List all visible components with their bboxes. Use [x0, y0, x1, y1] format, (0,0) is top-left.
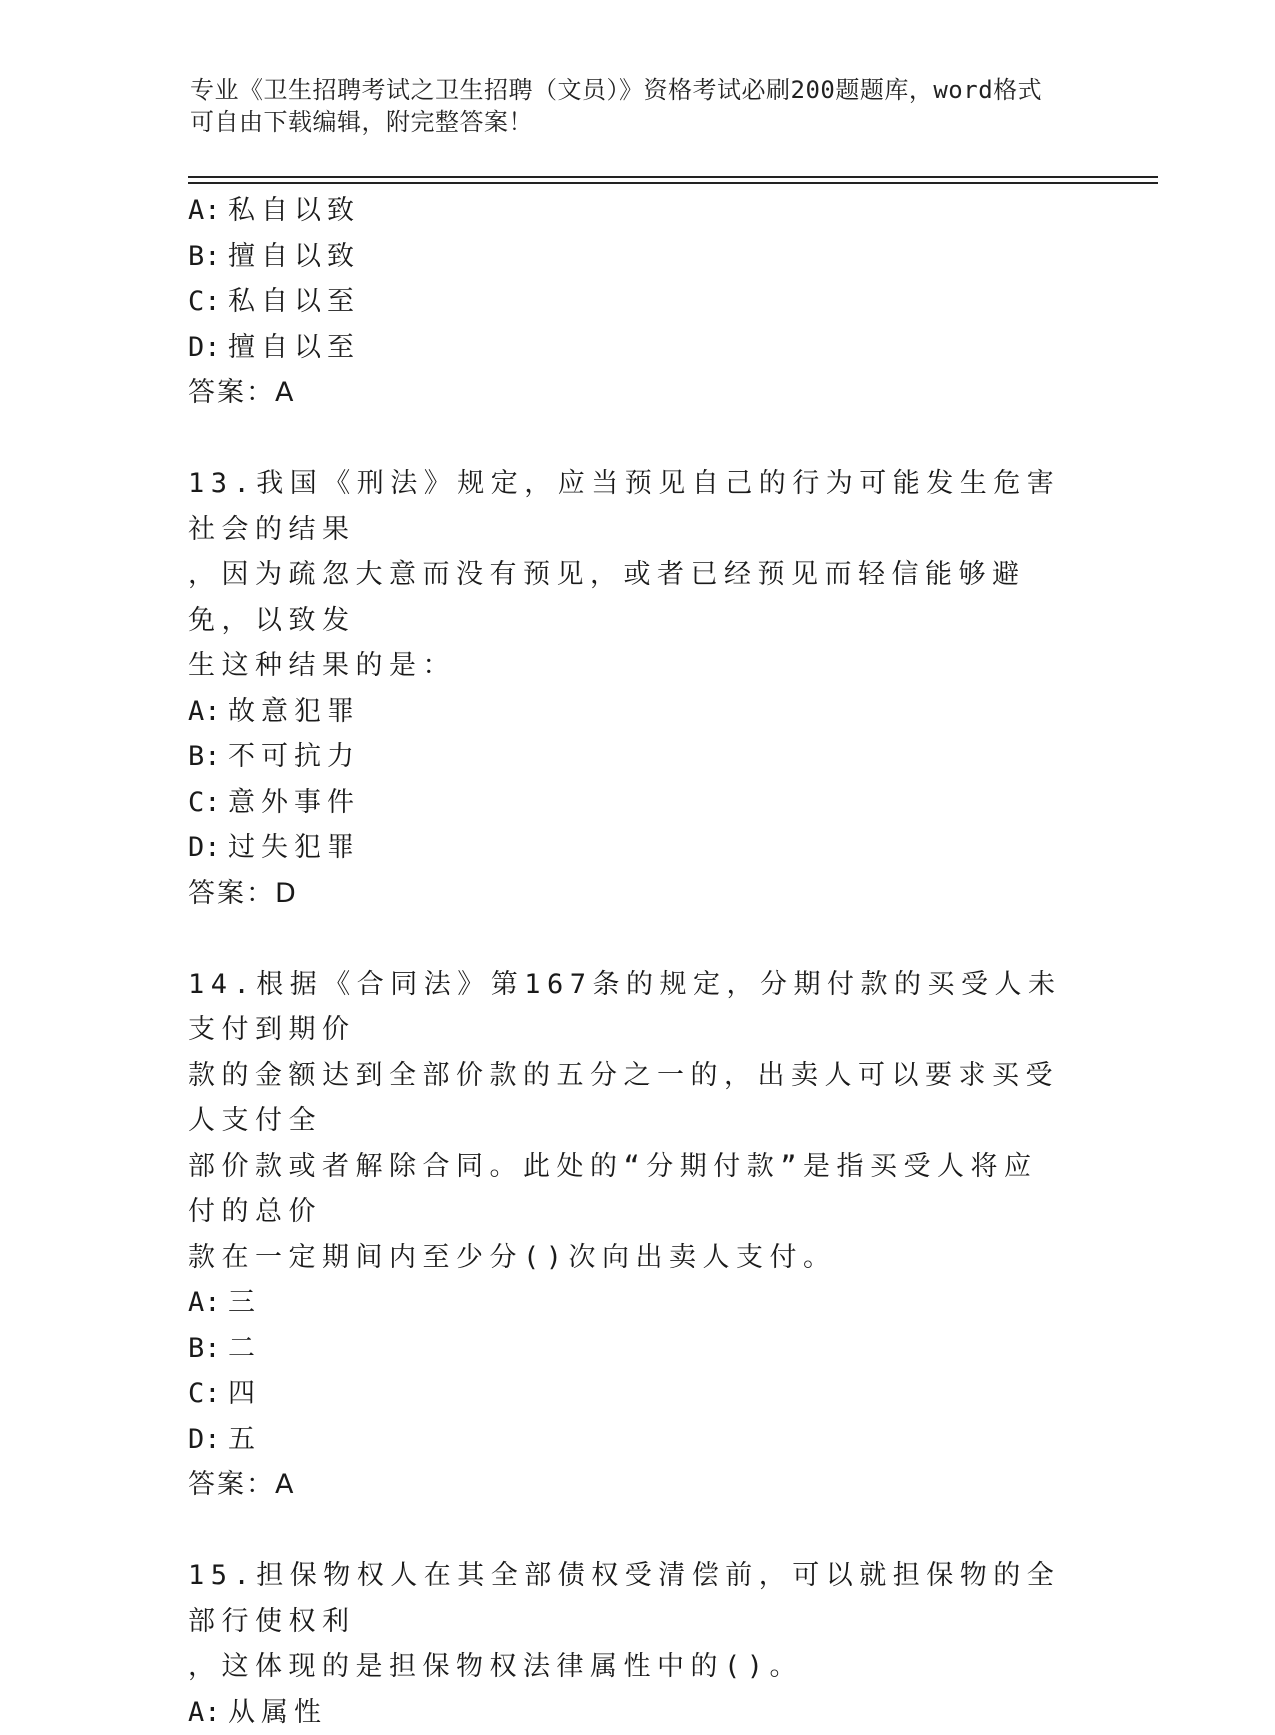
option-label: A: [188, 1280, 228, 1326]
option-text: 意外事件 [228, 787, 360, 818]
question-list [188, 188, 1088, 1735]
document-header [190, 74, 1070, 138]
option-a [188, 1690, 1088, 1735]
option-text: 五 [228, 1424, 261, 1455]
option-label: A: [188, 1690, 228, 1735]
option-text: 擅自以致 [228, 241, 360, 272]
option-label: A: [188, 689, 228, 735]
option-c [188, 279, 1088, 325]
option-label: B: [188, 1326, 228, 1372]
option-text: 四 [228, 1378, 261, 1409]
option-text: 私自以至 [228, 286, 360, 317]
spacer [188, 1508, 1088, 1554]
option-c [188, 1371, 1088, 1417]
option-a [188, 689, 1088, 735]
header-divider-top [188, 176, 1158, 178]
answer-line: 答案：A [188, 1462, 1088, 1508]
question-13 [188, 461, 1088, 916]
option-label: C: [188, 1371, 228, 1417]
option-text: 过失犯罪 [228, 832, 360, 863]
option-a [188, 188, 1088, 234]
spacer [188, 416, 1088, 462]
option-c [188, 780, 1088, 826]
question-text: 15.担保物权人在其全部债权受清偿前，可以就担保物的全部行使权利 ，这体现的是担保物权法律属性中的()。 [188, 1553, 1068, 1690]
option-b [188, 734, 1088, 780]
header-line-1: 专业《卫生招聘考试之卫生招聘（文员）》资格考试必刷200题题库，word格式 [190, 74, 1070, 106]
option-a [188, 1280, 1088, 1326]
question-text: 13.我国《刑法》规定，应当预见自己的行为可能发生危害社会的结果 ，因为疏忽大意而没有预见，或者已经预见而轻信能够避免，以致发 生这种结果的是： [188, 461, 1068, 689]
option-label: D: [188, 1417, 228, 1463]
option-text: 擅自以至 [228, 332, 360, 363]
option-label: B: [188, 234, 228, 280]
option-label: B: [188, 734, 228, 780]
option-label: D: [188, 325, 228, 371]
spacer [188, 916, 1088, 962]
option-d [188, 825, 1088, 871]
option-label: C: [188, 780, 228, 826]
answer-line: 答案：D [188, 871, 1088, 917]
question-text: 14.根据《合同法》第167条的规定，分期付款的买受人未支付到期价 款的金额达到全部价款的五分之一的，出卖人可以要求买受人支付全 部价款或者解除合同。此处的“分期付款”是指买受人将应付的总价 款在一定期间内至少分()次向出卖人支付。 [188, 962, 1068, 1281]
option-d [188, 1417, 1088, 1463]
option-d [188, 325, 1088, 371]
option-text: 不可抗力 [228, 741, 360, 772]
answer-line: 答案：A [188, 370, 1088, 416]
option-text: 三 [228, 1287, 261, 1318]
option-label: A: [188, 188, 228, 234]
question-12-continued [188, 188, 1088, 416]
option-label: C: [188, 279, 228, 325]
option-text: 故意犯罪 [228, 696, 360, 727]
header-line-2: 可自由下载编辑，附完整答案！ [190, 106, 1070, 138]
option-text: 私自以致 [228, 195, 360, 226]
option-b [188, 1326, 1088, 1372]
header-divider-bottom [188, 182, 1158, 184]
option-b [188, 234, 1088, 280]
question-14 [188, 962, 1088, 1508]
option-text: 从属性 [228, 1697, 327, 1728]
option-label: D: [188, 825, 228, 871]
option-text: 二 [228, 1333, 261, 1364]
question-15 [188, 1553, 1088, 1735]
